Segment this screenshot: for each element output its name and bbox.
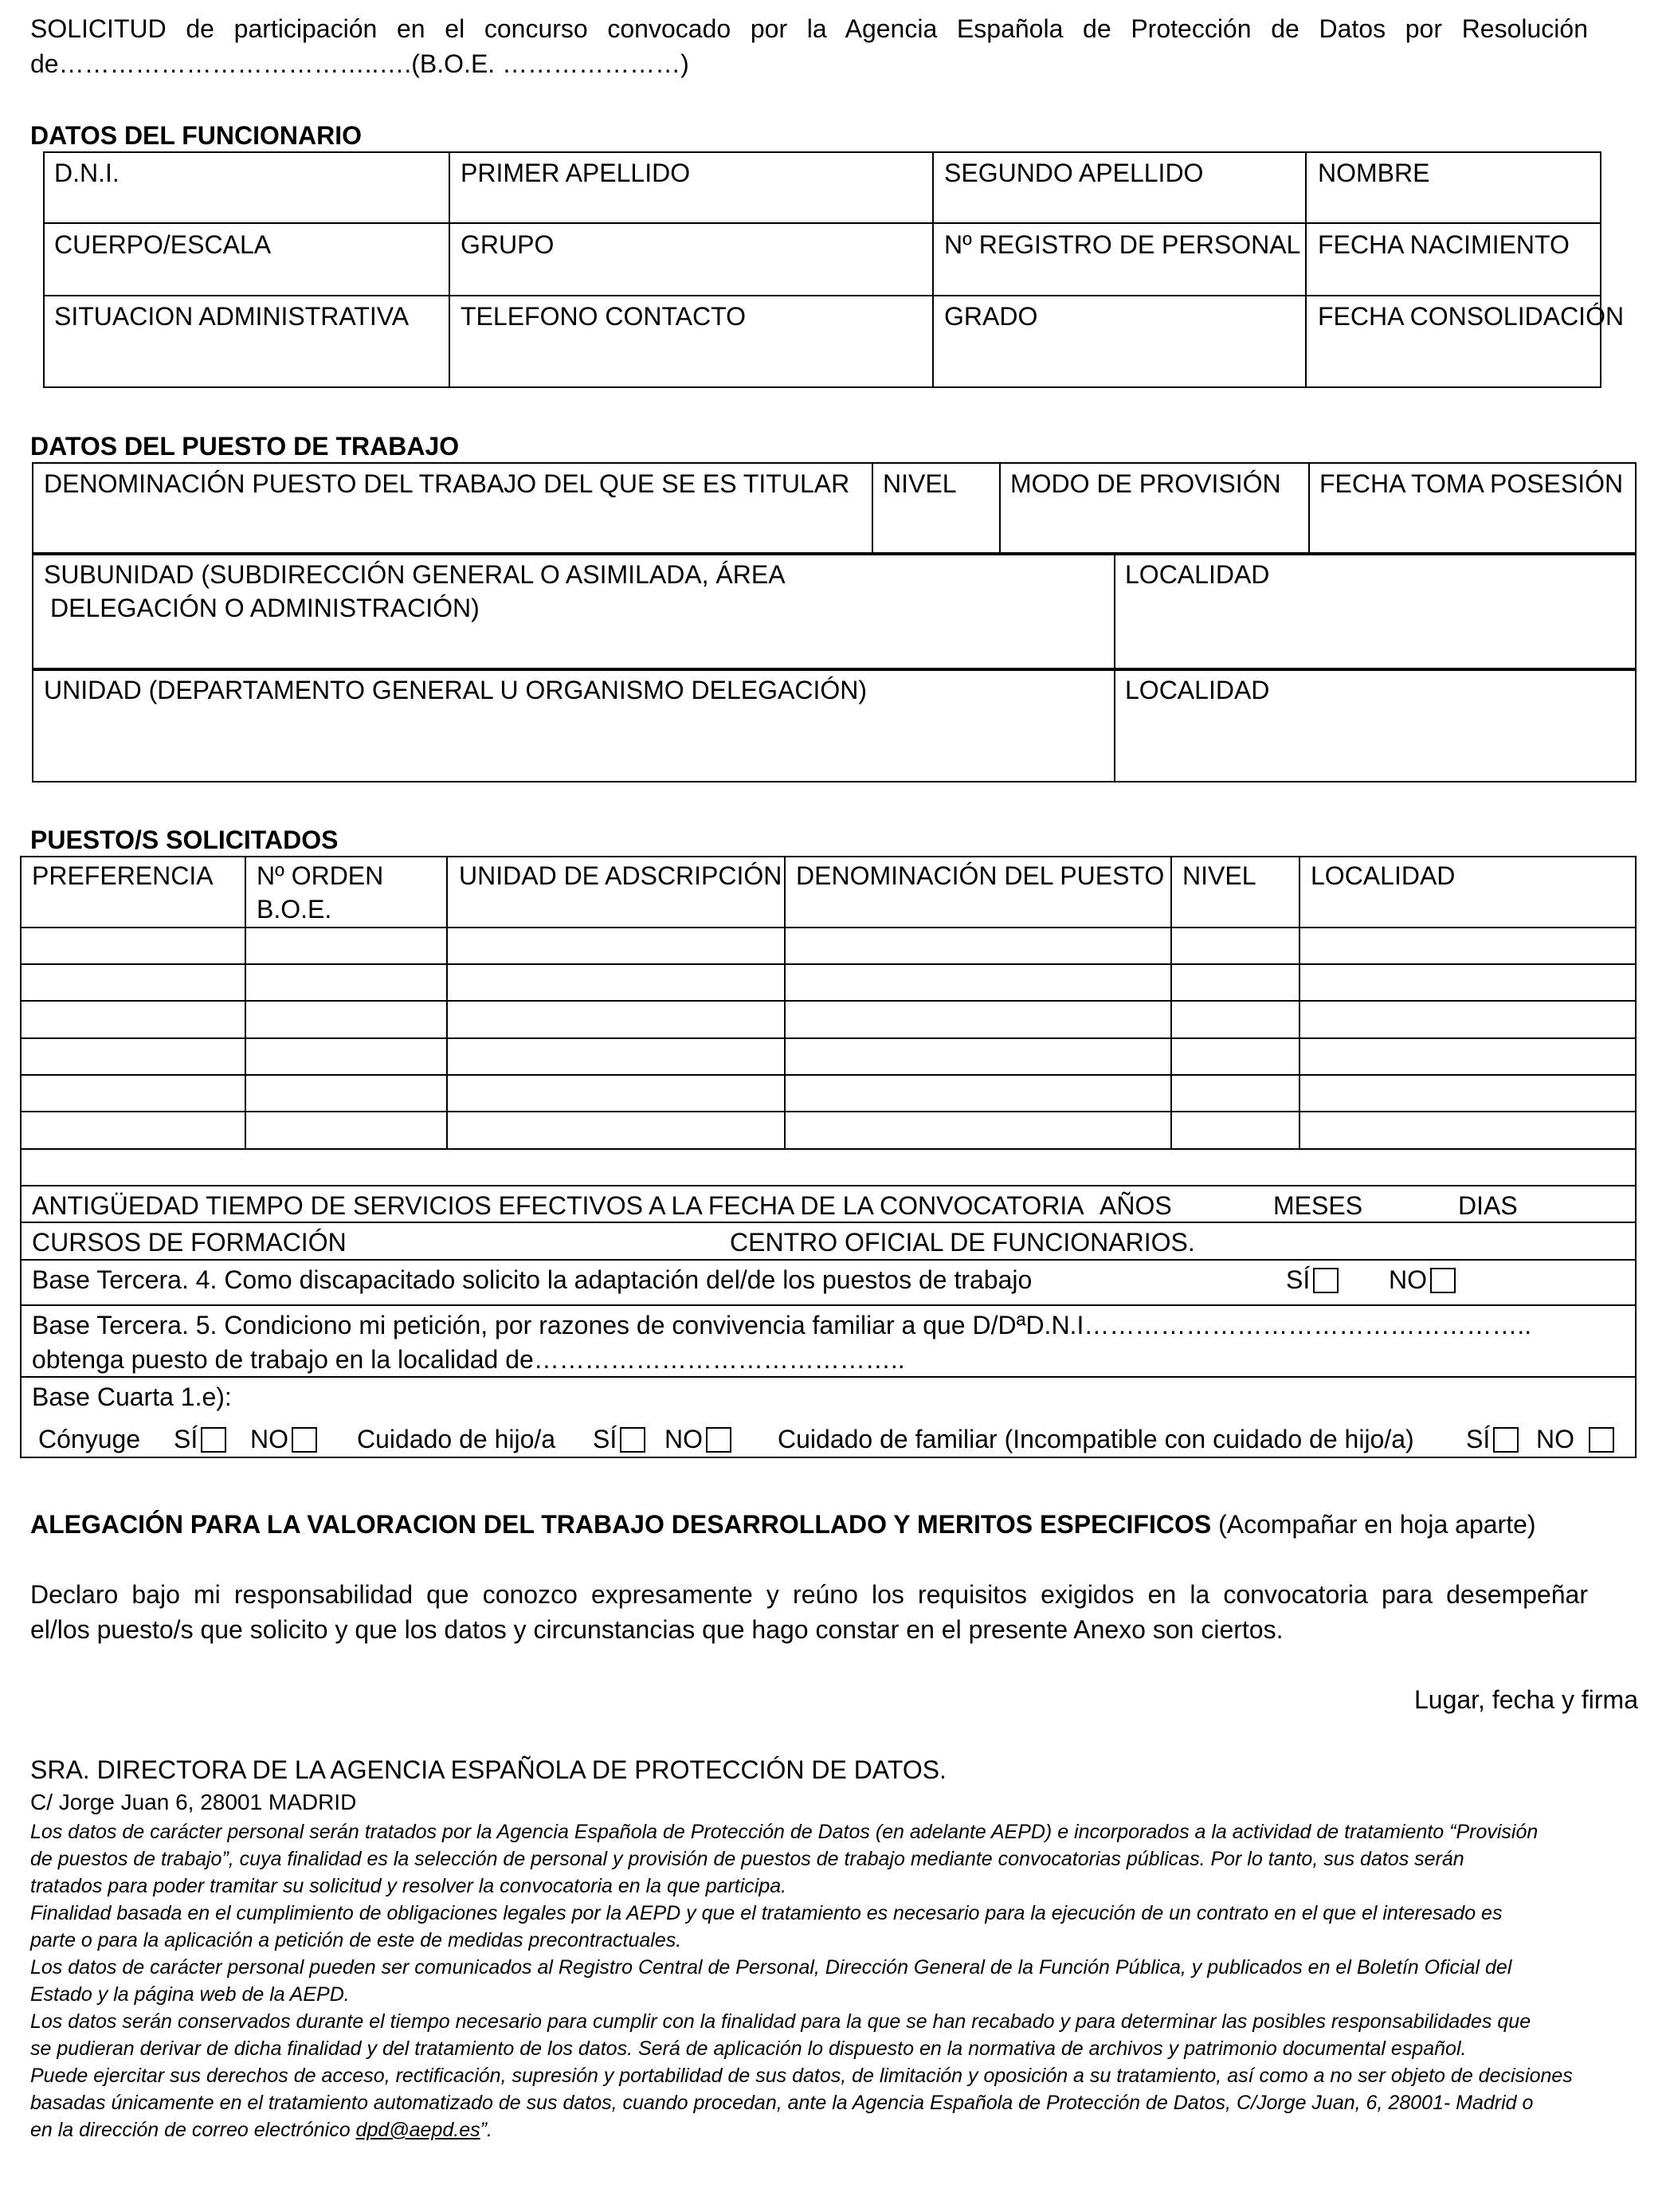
header-nivel: NIVEL	[1182, 861, 1256, 890]
table-divider	[932, 151, 934, 388]
puestos-solicitados-heading: PUESTO/S SOLICITADOS	[30, 826, 339, 854]
table-divider	[1305, 151, 1307, 388]
table-divider	[1308, 462, 1310, 554]
field-unidad[interactable]: UNIDAD (DEPARTAMENTO GENERAL U ORGANISMO DELEGACIÓN)	[44, 676, 868, 704]
alegacion-note: (Acompañar en hoja aparte)	[1218, 1510, 1536, 1539]
cuidado-hijo-si-label: SÍ	[593, 1425, 617, 1453]
header-denominacion-puesto: DENOMINACIÓN DEL PUESTO	[796, 861, 1165, 890]
table-row[interactable]	[22, 1002, 1635, 1036]
conyuge-si-checkbox[interactable]	[201, 1427, 226, 1453]
privacy-line: Los datos de carácter personal pueden ser comunicados al Registro Central de Personal, Dirección General de la Función Pública, y publicados en el Boletín Oficial del	[30, 1956, 1512, 1979]
privacy-email-link[interactable]: dpd@aepd.es	[355, 2119, 480, 2141]
privacy-line: tratados para poder tramitar su solicitud y resolver la convocatoria en la que participa.	[30, 1875, 787, 1897]
cuidado-hijo-label: Cuidado de hijo/a	[357, 1425, 556, 1453]
field-grupo[interactable]: GRUPO	[461, 230, 555, 259]
field-localidad-subunidad[interactable]: LOCALIDAD	[1125, 560, 1270, 589]
privacy-email-prefix: en la dirección de correo electrónico	[30, 2119, 356, 2141]
privacy-line: Los datos serán conservados durante el tiempo necesario para cumplir con la finalidad para la que se han recabado y para determinar las posibles responsabilidades que	[30, 2010, 1531, 2033]
table-row[interactable]	[22, 1112, 1635, 1147]
privacy-line-last	[30, 2116, 492, 2143]
declaro-line-2: el/los puesto/s que solicito y que los datos y circunstancias que hago constar en el presente Anexo son ciertos.	[30, 1615, 1284, 1644]
base-tercera-4-text: Base Tercera. 4. Como discapacitado solicito la adaptación del/de los puestos de trabajo	[32, 1265, 1033, 1294]
privacy-line: de puestos de trabajo”, cuya finalidad es la selección de personal y provisión de puestos de trabajo mediante convocatorias públicas. Por lo tanto, sus datos serán	[30, 1848, 1464, 1870]
header-n-orden: Nº ORDEN	[257, 861, 384, 890]
cursos-label[interactable]: CURSOS DE FORMACIÓN	[32, 1228, 347, 1257]
privacy-line: se pudieran derivar de dicha finalidad y del tratamiento de los datos. Será de aplicación lo dispuesto en la normativa de archivos y patrimonio documental español.	[30, 2037, 1467, 2060]
conyuge-no-option[interactable]	[250, 1423, 317, 1455]
lugar-fecha-firma[interactable]: Lugar, fecha y firma	[1413, 1685, 1638, 1714]
table-divider	[449, 151, 450, 388]
privacy-line: Estado y la página web de la AEPD.	[30, 1983, 350, 2006]
table-divider	[43, 295, 1601, 296]
privacy-line: Finalidad basada en el cumplimiento de obligaciones legales por la AEPD y que el tratamiento es necesario para la ejecución de un contrato en el que el interesado es	[30, 1902, 1503, 1924]
cuidado-hijo-si-checkbox[interactable]	[620, 1427, 645, 1453]
antiguedad-label: ANTIGÜEDAD TIEMPO DE SERVICIOS EFECTIVOS A LA FECHA DE LA CONVOCATORIA	[32, 1191, 1084, 1220]
antiguedad-dias[interactable]: DIAS	[1458, 1191, 1518, 1220]
cuidado-familiar-label: Cuidado de familiar (Incompatible con cuidado de hijo/a)	[778, 1425, 1414, 1453]
table-divider	[20, 1148, 1637, 1150]
field-nombre[interactable]: NOMBRE	[1318, 159, 1430, 187]
header-unidad-adscripcion: UNIDAD DE ADSCRIPCIÓN	[459, 861, 782, 890]
cuidado-familiar-si-label: SÍ	[1466, 1425, 1491, 1453]
discapacidad-si-label: SÍ	[1286, 1265, 1311, 1294]
field-telefono-contacto[interactable]: TELEFONO CONTACTO	[461, 302, 746, 331]
base-cuarta-title: Base Cuarta 1.e):	[32, 1382, 232, 1411]
field-denominacion-puesto[interactable]: DENOMINACIÓN PUESTO DEL TRABAJO DEL QUE SE ES TITULAR	[44, 469, 850, 498]
conyuge-no-label: NO	[250, 1425, 288, 1453]
table-divider	[20, 1185, 1637, 1186]
antiguedad-meses[interactable]: MESES	[1273, 1191, 1363, 1220]
cuidado-familiar-si-option[interactable]	[1466, 1423, 1519, 1455]
intro-line-2: de………………………………..….(B.O.E. …………………)	[30, 49, 689, 78]
discapacidad-no-option[interactable]	[1389, 1264, 1456, 1296]
field-cuerpo-escala[interactable]: CUERPO/ESCALA	[54, 230, 272, 259]
table-divider	[1114, 554, 1115, 669]
table-divider	[20, 1222, 1637, 1223]
table-divider	[999, 462, 1001, 554]
puesto-trabajo-heading: DATOS DEL PUESTO DE TRABAJO	[30, 432, 460, 461]
table-divider	[1114, 669, 1115, 782]
field-registro-personal[interactable]: Nº REGISTRO DE PERSONAL	[944, 230, 1301, 259]
header-boe: B.O.E.	[257, 895, 332, 924]
privacy-line: basadas únicamente en el tratamiento automatizado de sus datos, cuando procedan, ante la Agencia Española de Protección de Datos, C/Jorge Juan, 6, 28001- Madrid o	[30, 2092, 1534, 2114]
field-primer-apellido[interactable]: PRIMER APELLIDO	[461, 159, 691, 187]
table-divider	[872, 462, 873, 554]
field-localidad-unidad[interactable]: LOCALIDAD	[1125, 676, 1270, 704]
discapacidad-no-label: NO	[1389, 1265, 1427, 1294]
discapacidad-si-option[interactable]	[1286, 1264, 1339, 1296]
alegacion-title: ALEGACIÓN PARA LA VALORACION DEL TRABAJO DESARROLLADO Y MERITOS ESPECIFICOS	[30, 1510, 1212, 1539]
conyuge-si-label: SÍ	[174, 1425, 198, 1453]
conyuge-si-option[interactable]	[174, 1423, 226, 1455]
cuidado-hijo-no-checkbox[interactable]	[706, 1427, 731, 1453]
field-dni[interactable]: D.N.I.	[54, 159, 120, 187]
table-row[interactable]	[22, 1039, 1635, 1073]
table-row[interactable]	[22, 928, 1635, 963]
header-localidad: LOCALIDAD	[1311, 861, 1456, 890]
antiguedad-anos[interactable]: AÑOS	[1100, 1191, 1172, 1220]
table-row[interactable]	[22, 1076, 1635, 1110]
discapacidad-no-checkbox[interactable]	[1430, 1268, 1456, 1293]
table-divider	[20, 1259, 1637, 1261]
field-situacion-administrativa[interactable]: SITUACION ADMINISTRATIVA	[54, 302, 410, 331]
privacy-line: Los datos de carácter personal serán tratados por la Agencia Española de Protección de Datos (en adelante AEPD) e incorporados a la actividad de tratamiento “Provisión	[30, 1821, 1539, 1843]
base-tercera-5-line-1[interactable]: Base Tercera. 5. Condiciono mi petición, por razones de convivencia familiar a que D/DªD.N.I……………………………………………..	[32, 1311, 1532, 1339]
table-divider	[20, 1304, 1637, 1306]
conyuge-no-checkbox[interactable]	[292, 1427, 317, 1453]
alegacion	[30, 1508, 1536, 1540]
destinatario-address: C/ Jorge Juan 6, 28001 MADRID	[30, 1790, 357, 1814]
declaro-line-1: Declaro bajo mi responsabilidad que conozco expresamente y reúno los requisitos exigidos en la convocatoria para desempeñar	[30, 1580, 1588, 1609]
cuidado-hijo-si-option[interactable]	[593, 1423, 645, 1455]
field-modo-provision[interactable]: MODO DE PROVISIÓN	[1010, 469, 1281, 498]
table-divider	[43, 222, 1601, 224]
cursos-centro: CENTRO OFICIAL DE FUNCIONARIOS.	[730, 1228, 1195, 1257]
cuidado-familiar-no-label: NO	[1536, 1425, 1574, 1453]
base-tercera-5-line-2[interactable]: obtenga puesto de trabajo en la localidad de……………………………………..	[32, 1345, 905, 1374]
field-fecha-nacimiento[interactable]: FECHA NACIMIENTO	[1318, 230, 1570, 259]
cuidado-hijo-no-option[interactable]	[664, 1423, 731, 1455]
field-subunidad[interactable]: SUBUNIDAD (SUBDIRECCIÓN GENERAL O ASIMILADA, ÁREA	[44, 560, 786, 589]
field-subunidad-line-2: DELEGACIÓN O ADMINISTRACIÓN)	[50, 594, 480, 622]
conyuge-label: Cónyuge	[38, 1425, 141, 1453]
privacy-email-suffix: ”.	[480, 2119, 492, 2141]
cuidado-familiar-no-option[interactable]	[1536, 1423, 1614, 1455]
destinatario-line-1: SRA. DIRECTORA DE LA AGENCIA ESPAÑOLA DE PROTECCIÓN DE DATOS.	[30, 1755, 947, 1784]
field-nivel[interactable]: NIVEL	[883, 469, 957, 498]
privacy-line: Puede ejercitar sus derechos de acceso, rectificación, supresión y portabilidad de sus datos, de limitación y oposición a su tratamiento, así como a no ser objeto de decisiones	[30, 2065, 1573, 2087]
privacy-line: parte o para la aplicación a petición de este de medidas precontractuales.	[30, 1929, 682, 1951]
cuidado-familiar-no-checkbox[interactable]	[1589, 1427, 1614, 1453]
field-segundo-apellido[interactable]: SEGUNDO APELLIDO	[944, 159, 1204, 187]
cuidado-familiar-si-checkbox[interactable]	[1493, 1427, 1519, 1453]
cuidado-hijo-no-label: NO	[664, 1425, 703, 1453]
table-row[interactable]	[22, 965, 1635, 999]
discapacidad-si-checkbox[interactable]	[1313, 1268, 1339, 1293]
intro-line-1: SOLICITUD de participación en el concurso convocado por la Agencia Española de Protección de Datos por Resolución	[30, 14, 1588, 43]
funcionario-heading: DATOS DEL FUNCIONARIO	[30, 121, 363, 150]
table-divider	[20, 1376, 1637, 1378]
field-fecha-consolidacion[interactable]: FECHA CONSOLIDACIÓN	[1318, 302, 1625, 331]
field-grado[interactable]: GRADO	[944, 302, 1038, 331]
header-preferencia: PREFERENCIA	[32, 861, 214, 890]
field-fecha-toma-posesion[interactable]: FECHA TOMA POSESIÓN	[1319, 469, 1624, 498]
